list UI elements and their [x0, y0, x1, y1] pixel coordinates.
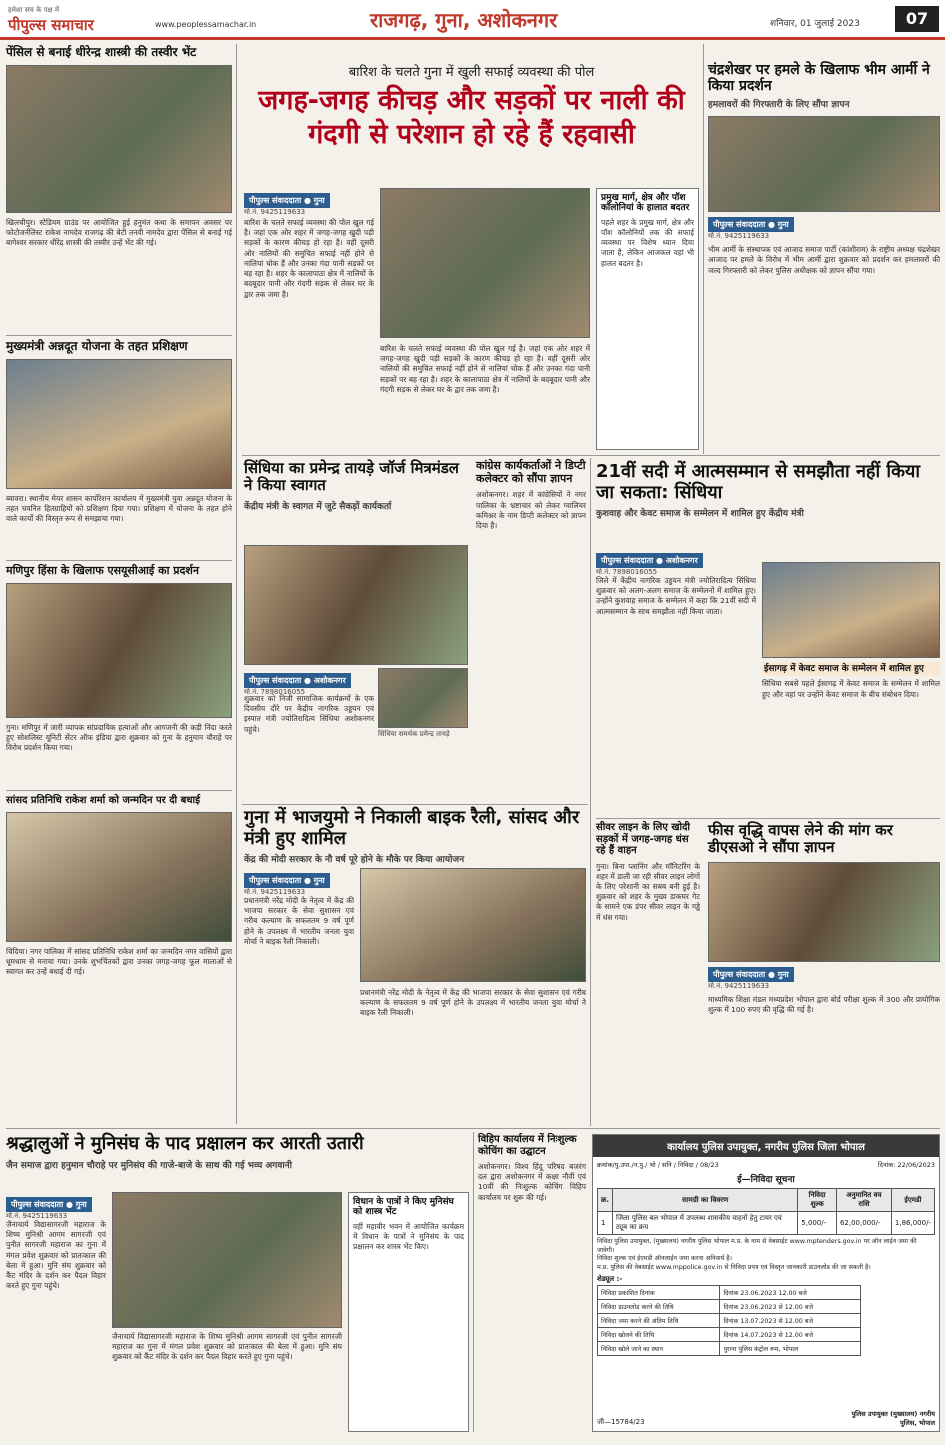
notice-signature: पुलिस उपायुक्त (मुख्यालय) नगरीय पुलिस, भोपाल: [851, 1410, 935, 1427]
table-cell: 62,00,000/-: [836, 1212, 891, 1235]
table-cell: दिनांक 23.06.2023 से 12.00 बजे: [720, 1300, 860, 1314]
story-fee-hike: [708, 822, 940, 1103]
box-body: पहले शहर के प्रमुख मार्ग, क्षेत्र और पॉश कॉलोनियों तक की सफाई व्यवस्था पर विशेष ध्यान दिया जाता है, लेकिन आजकल वहां भी हालत बदतर है।: [601, 217, 694, 268]
story-21st-century: [596, 462, 940, 519]
table-header: ईएमडी: [891, 1189, 934, 1212]
subheadline: जैन समाज द्वारा हनुमान चौराहे पर मुनिसंघ की गाजे-बाजे के साथ की गई भव्य अगवानी: [6, 1160, 292, 1171]
newspaper-logo: [8, 6, 94, 35]
page-number: 07: [895, 6, 939, 32]
notice-note: निविदा शुल्क एवं ईएमडी ऑनलाईन जमा करना अनिवार्य है।: [597, 1255, 733, 1262]
masthead: [0, 0, 945, 40]
divider: [596, 818, 940, 819]
headline: 21वीं सदी में आत्मसम्मान से समझौता नहीं किया जा सकता: सिंधिया: [596, 461, 921, 503]
story-bhim-army: [708, 62, 940, 423]
table-cell: निविदा डाउनलोड करने की तिथि: [598, 1300, 720, 1314]
story-body: शुक्रवार को निजी सामाजिक कार्यक्रमों के एक दिवसीय दौरे पर केंद्रीय नागरिक उड्डयन एवं इस्पात मंत्री ज्योतिरादित्य सिंधिया अशोकनगर पहुंचे।: [244, 694, 374, 734]
jain-sidebar-box: [348, 1192, 469, 1432]
photo: [6, 359, 232, 489]
photo: [6, 65, 232, 213]
table-row: [598, 1342, 861, 1356]
divider: [242, 455, 940, 456]
notice-ref-row: [593, 1157, 939, 1172]
lead-body: बारिश के चलते सफाई व्यवस्था की पोल खुल गई है। जहां एक ओर शहर में जगह-जगह खुदी पड़ी सड़कों के कारण कीचड़ हो रहा है। वहीं दूसरी ओर नालियों की समुचित सफाई नहीं होने से नालियां चोक हैं और उनका गंदा पानी सड़कों पर बह रहा है। शहर के कालापाठा क्षेत्र में नालियों के बदबूदार पानी और गंदगी सड़क से लेकर घर के द्वार तक जमा है।: [244, 218, 374, 299]
subheadline: कुशवाह और केवट समाज के सम्मेलन में शामिल हुए केंद्रीय मंत्री: [596, 509, 804, 520]
photo-caption: सिंधिया समर्थक प्रमेन्द्र तायड़े: [378, 730, 450, 738]
table-cell: पुराना पुलिस कंट्रोल रूम, भोपाल: [720, 1342, 860, 1356]
photo: [708, 862, 940, 962]
headline: गुना में भाजयुमो ने निकाली बाइक रैली, सांसद और मंत्री हुए शामिल: [244, 807, 580, 849]
lead-body-continued: बारिश के चलते सफाई व्यवस्था की पोल खुल गई है। जहां एक ओर शहर में जगह-जगह खुदी पड़ी सड़कों के कारण कीचड़ हो रहा है। वहीं दूसरी ओर नालियों की समुचित सफाई नहीं होने से नालियां चोक हैं और उनका गंदा पानी सड़कों पर बह रहा है। शहर के कालापाठा क्षेत्र में नालियों के बदबूदार पानी और गंदगी सड़क से लेकर घर के द्वार तक जमा है।: [380, 344, 590, 394]
schedule-table: [597, 1285, 861, 1356]
story-body-continued: जैनाचार्य विद्यासागरजी महाराज के शिष्य मुनिश्री आगम सागरजी एवं पुनीत सागरजी महाराज का गुना में मंगल प्रवेश शुक्रवार को प्रातःकाल की बेला में हुआ। मुनि संघ शुक्रवार को कैंट मंदिर के दर्शन कर पैदल विहार करते हुए गुना पहुंचे।: [112, 1332, 342, 1362]
headline: चंद्रशेखर पर हमले के खिलाफ भीम आर्मी ने किया प्रदर्शन: [708, 62, 930, 95]
notice-note: म.प्र. पुलिस की वेबसाईट www.mppolice.gov.in से निविदा प्रपत्र एवं विस्तृत जानकारी डाउनलोड की जा सकती है।: [597, 1263, 871, 1271]
byline-block: [244, 868, 354, 897]
table-cell: 1,86,000/-: [891, 1212, 934, 1235]
story-annadoot: [6, 340, 232, 564]
notice-ref: क्रमांक/पु.उपा./न.पु./ भो / सनि / निविदा / 08/23: [597, 1161, 719, 1169]
column-rule: [590, 458, 591, 1126]
box-title: विधान के पात्रों ने किए मुनिसंघ को शास्त्र भेंट: [353, 1197, 454, 1218]
story-body: अशोकनगर। विश्व हिंदू परिषद बजरंग दल द्वारा अशोकनगर में कक्षा नौवीं एवं 10वीं की निःशुल्क कोचिंग विहिप कार्यालय पर शुरू की गई।: [478, 1162, 586, 1202]
table-cell: निविदा खोलने की तिथि: [598, 1328, 720, 1342]
photo: [6, 812, 232, 942]
notice-note: निविदा पुलिस उपायुक्त, (मुख्यालय) नगरीय पुलिस भोपाल म.प्र. के नाम से वेबसाईट www.mptenders.gov.in पर ऑन लाईन जमा की जावेगी।: [597, 1238, 917, 1254]
story-body: भीम आर्मी के संस्थापक एवं आजाद समाज पार्टी (कांशीराम) के राष्ट्रीय अध्यक्ष चंद्रशेखर आजाद पर हमले के विरोध में भीम आर्मी द्वारा शुक्रवार को प्रदर्शन कर हमलावरों की जल्द गिरफ्तारी को लेकर पुलिस अधीक्षक को ज्ञापन सौंपा गया।: [708, 245, 940, 275]
box-title: प्रमुख मार्ग, क्षेत्र और पॉश कॉलोनियां के हालात बदतर: [601, 193, 690, 214]
contact: मो.नं. 7898016055: [244, 688, 306, 696]
photo: [360, 868, 586, 982]
story-body: खिलचीपुर। स्टेडियम ग्राउंड पर आयोजित हुई हनुमंत कथा के समापन अवसर पर फोटोजर्नलिस्ट राकेश नामदेव राजगढ़ की बेटी तनवी नामदेव द्वारा पेंसिल से बनाई गई बागेश्वर सरकार धीरेंद्र शास्त्री की तस्वीर उन्हें भेंट की गई।: [6, 217, 232, 248]
contact: मो.नं. 9425119633: [708, 232, 770, 241]
divider: [6, 560, 232, 561]
notice-title: कार्यालय पुलिस उपायुक्त, नगरीय पुलिस जिला भोपाल: [593, 1135, 939, 1157]
table-header: सामग्री का विवरण: [613, 1189, 798, 1212]
headline: कांग्रेस कार्यकर्ताओं ने डिप्टी कलेक्टर को सौंपा ज्ञापन: [476, 459, 586, 485]
story-body: माध्यमिक शिक्षा मंडल मध्यप्रदेश भोपाल द्वारा बोर्ड परीक्षा शुल्क में 300 और प्रायोगिक शुल्क में 100 रुपए की वृद्धि की गई है।: [708, 994, 940, 1014]
table-cell: 5,000/-: [798, 1212, 837, 1235]
story-jain-munisangh: [6, 1134, 469, 1171]
table-cell: दिनांक 23.06.2023 12.00 बजे: [720, 1286, 860, 1300]
table-cell: निविदा खोले जाने का स्थान: [598, 1342, 720, 1356]
byline: पीपुल्स संवाददाता ● गुना: [6, 1197, 92, 1212]
headline: मणिपुर हिंसा के खिलाफ एसयूसीआई का प्रदर्शन: [6, 564, 199, 577]
story-body-continued: प्रधानमंत्री नरेंद्र मोदी के नेतृत्व में केंद्र की भाजपा सरकार के सेवा सुशासन एवं गरीब कल्याण के सफलतम 9 वर्ष पूर्ण होने के उपलक्ष्य में भारतीय जनता युवा मोर्चा ने बाइक रैली निकाली।: [360, 988, 586, 1018]
table-cell: दिनांक 13.07.2023 से 12.00 बजे: [720, 1314, 860, 1328]
byline: पीपुल्स संवाददाता ● गुना: [708, 967, 794, 982]
story-manipur-protest: [6, 565, 232, 789]
headline: सीवर लाइन के लिए खोदी सड़कों में जगह-जगह धंस रहे हैं वाहन: [596, 822, 691, 856]
photo: [762, 562, 940, 658]
story-body: गुना। मणिपुर में जारी व्यापक सांप्रदायिक हत्याओं और आगजनी की कड़ी निंदा करते हुए सोशलिस्ट यूनिटी सेंटर ऑफ इंडिया द्वारा शुक्रवार को गुना के हनुमान चौराहे पर विरोध प्रदर्शन किया गया।: [6, 722, 232, 753]
section-title: राजगढ़, गुना, अशोकनगर: [370, 8, 558, 32]
headline: सिंधिया का प्रमेन्द्र तायड़े जॉर्ज मित्रमंडल ने किया स्वागत: [244, 459, 459, 495]
byline: पीपुल्स संवाददाता ● अशोकनगर: [244, 673, 351, 688]
table-header: निविदा शुल्क: [798, 1189, 837, 1212]
table-cell: दिनांक 14.07.2023 से 12.00 बजे: [720, 1328, 860, 1342]
notice-notes: [593, 1238, 939, 1272]
contact: मो.नं. 9425119633: [244, 208, 306, 216]
byline: पीपुल्स संवाददाता ● गुना: [244, 193, 330, 208]
byline: पीपुल्स संवाददाता ● अशोकनगर: [596, 553, 703, 568]
table-header: अनुमानित वय राशि: [836, 1189, 891, 1212]
story-scindia-welcome: [244, 460, 468, 512]
notice-code: जी—15784/23: [597, 1418, 645, 1426]
lead-headline: जगह-जगह कीचड़ और सड़कों पर नाली की गंदगी से परेशान हो रहे हैं रहवासी: [258, 85, 685, 150]
story-body: जैनाचार्य विद्यासागरजी महाराज के शिष्य मुनिश्री आगम सागरजी एवं पुनीत सागरजी महाराज का गुना में मंगल प्रवेश शुक्रवार को प्रातःकाल की बेला में हुआ। मुनि संघ शुक्रवार को कैंट मंदिर के दर्शन कर पैदल विहार करते हुए गुना पहुंचे।: [6, 1220, 106, 1291]
logo-tagline: हमेशा सच के पक्ष में: [8, 6, 60, 14]
story-body: अशोकनगर। शहर में कांग्रेसियों ने नगर पालिका के भ्रष्टाचार को लेकर ग्वालियर कमिश्नर के नाम डिप्टी कलेक्टर को ज्ञापन दिया है।: [476, 490, 586, 530]
headline: फीस वृद्धि वापस लेने की मांग कर डीएसओ ने सौंपा ज्ञापन: [708, 821, 893, 857]
column-rule: [236, 44, 237, 1124]
lead-photo-drain: [380, 188, 590, 338]
lead-byline-block: [244, 188, 374, 217]
story-pencil-portrait: [6, 46, 232, 304]
table-cell: निविदा प्रकाशित दिनांक: [598, 1286, 720, 1300]
tender-notice: [592, 1134, 940, 1432]
headline: मुख्यमंत्री अन्नदूत योजना के तहत प्रशिक्षण: [6, 339, 188, 353]
lead-sidebar-box: [596, 188, 699, 450]
story-bjym-rally: [244, 808, 586, 865]
story-birthday: [6, 795, 232, 1123]
notice-heading: ई—निविदा सूचना: [737, 1175, 795, 1185]
divider: [242, 804, 588, 805]
contact: मो.नं. 7898016055: [596, 568, 658, 576]
divider: [6, 335, 232, 336]
table-cell: जिला पुलिस बल भोपाल में उपलब्ध शासकीय वाहनों हेतु टायर एवं ट्यूब का क्रय: [613, 1212, 798, 1235]
subheadline: हमलावरों की गिरफ्तारी के लिए सौंपा ज्ञापन: [708, 100, 850, 111]
kicker: बारिश के चलते गुना में खुली सफाई व्यवस्था की पोल: [348, 65, 595, 80]
contact: मो.नं. 9425119633: [244, 888, 306, 896]
story-vhp-coaching: [478, 1134, 586, 1406]
side-body: सिंधिया सबसे पहले ईसागढ़ में केवट समाज के सम्मेलन में शामिल हुए और वहां पर उन्होंने केवट समाज के बीच संबोधन दिया।: [762, 679, 940, 699]
byline: पीपुल्स संवाददाता ● गुना: [708, 217, 794, 232]
table-row: [598, 1328, 861, 1342]
photo: [112, 1192, 342, 1328]
table-row: [598, 1212, 935, 1235]
box-body: वहीं महावीर भवन में आयोजित कार्यक्रम में विधान के पात्रों ने मुनिसंघ के पाद प्रक्षालन कर शास्त्र भेंट किए।: [353, 1221, 464, 1252]
notice-date: दिनांक: 22/06/2023: [877, 1161, 935, 1169]
story-sewer: [596, 822, 700, 1106]
table-row: [598, 1300, 861, 1314]
table-row: [598, 1286, 861, 1300]
table-cell: निविदा जमा करने की अंतिम तिथि: [598, 1314, 720, 1328]
photo: [6, 583, 232, 718]
photo: [244, 545, 468, 665]
column-rule: [703, 44, 704, 454]
story-body: गुना। बिना प्लानिंग और मॉनिटरिंग के शहर में डाली जा रही सीवर लाइन लोगों के लिए परेशानी का सबब बनी हुई है। शुक्रवार को शहर के मुख्य डाकघर गेट के सामने एक डंपर सीवर लाइन के गड्ढे में धंस गया।: [596, 861, 700, 922]
byline-block: [244, 668, 374, 697]
date-line: शनिवार, 01 जुलाई 2023: [770, 19, 860, 29]
byline-block: [596, 548, 756, 577]
table-header: क्र.: [598, 1189, 613, 1212]
subheadline: केंद्रीय मंत्री के स्वागत में जुटे सैकड़ों कार्यकर्ता: [244, 501, 392, 512]
table-cell: 1: [598, 1212, 613, 1235]
divider: [6, 1128, 940, 1129]
contact: मो.नं. 9425119633: [708, 981, 770, 990]
subheadline: केंद्र की मोदी सरकार के नौ वर्ष पूरे होने के मौके पर किया आयोजन: [244, 855, 465, 866]
tender-table: [597, 1188, 935, 1235]
story-body: जिले में केंद्रीय नागरिक उड्डयन मंत्री ज्योतिरादित्य सिंधिया शुक्रवार को अलग-अलग समाज के सम्मेलनों में शामिल हुए। उन्होंने कुशवाह समाज के सम्मेलन में कहा कि 21वीं सदी में आत्मसम्मान के साथ समझौता नहीं किया जाता।: [596, 576, 756, 616]
story-body: चिंदिया। नगर पालिका में सांसद प्रतिनिधि राकेश शर्मा का जन्मदिन नगर वासियों द्वारा धूमधाम से मनाया गया। उनके शुभचिंतकों द्वारा उनका जगह-जगह फूल मालाओं से स्वागत कर उन्हें बधाई दी गई।: [6, 946, 232, 976]
table-row: [598, 1314, 861, 1328]
side-story: [762, 662, 940, 795]
contact: मो.नं. 9425119633: [6, 1212, 68, 1220]
headline: सांसद प्रतिनिधि राकेश शर्मा को जन्मदिन पर दी बधाई: [6, 795, 200, 806]
byline: पीपुल्स संवाददाता ● गुना: [244, 873, 330, 888]
inset-photo: [378, 668, 468, 728]
story-congress-memo: [476, 460, 586, 758]
photo: [708, 116, 940, 212]
site-url[interactable]: www.peoplessamachar.in: [155, 20, 257, 29]
byline-block: [6, 1192, 106, 1221]
logo-text: पीपुल्स समाचार: [8, 16, 94, 34]
side-title: ईसागढ़ में केवट समाज के सम्मेलन में शामिल हुए: [762, 662, 940, 676]
divider: [6, 790, 232, 791]
headline: श्रद्धालुओं ने मुनिसंघ के पाद प्रक्षालन कर आरती उतारी: [6, 1133, 364, 1154]
story-body: प्रधानमंत्री नरेंद्र मोदी के नेतृत्व में केंद्र की भाजपा सरकार के सेवा सुशासन एवं गरीब कल्याण के सफलतम 9 वर्ष पूर्ण होने के उपलक्ष्य में भारतीय जनता युवा मोर्चा ने बाइक रैली निकाली।: [244, 896, 354, 946]
story-body: ब्यावरा। स्थानीय मेयर शासन कार्पोरेशन कार्यालय में मुख्यमंत्री युवा अन्नदूत योजना के तहत चयनित हितग्राहियों को प्रशिक्षण दिया गया। प्रशिक्षण में योजना के तहत होने वाले कार्यों की विस्तृत रूप से समझाया गया।: [6, 493, 232, 524]
headline: पेंसिल से बनाई धीरेन्द्र शास्त्री की तस्वीर भेंट: [6, 45, 197, 59]
headline: विहिप कार्यालय में निःशुल्क कोचिंग का उद्घाटन: [478, 1134, 577, 1157]
column-rule: [473, 1132, 474, 1432]
schedule-label: शेड्यूल :-: [597, 1275, 623, 1283]
